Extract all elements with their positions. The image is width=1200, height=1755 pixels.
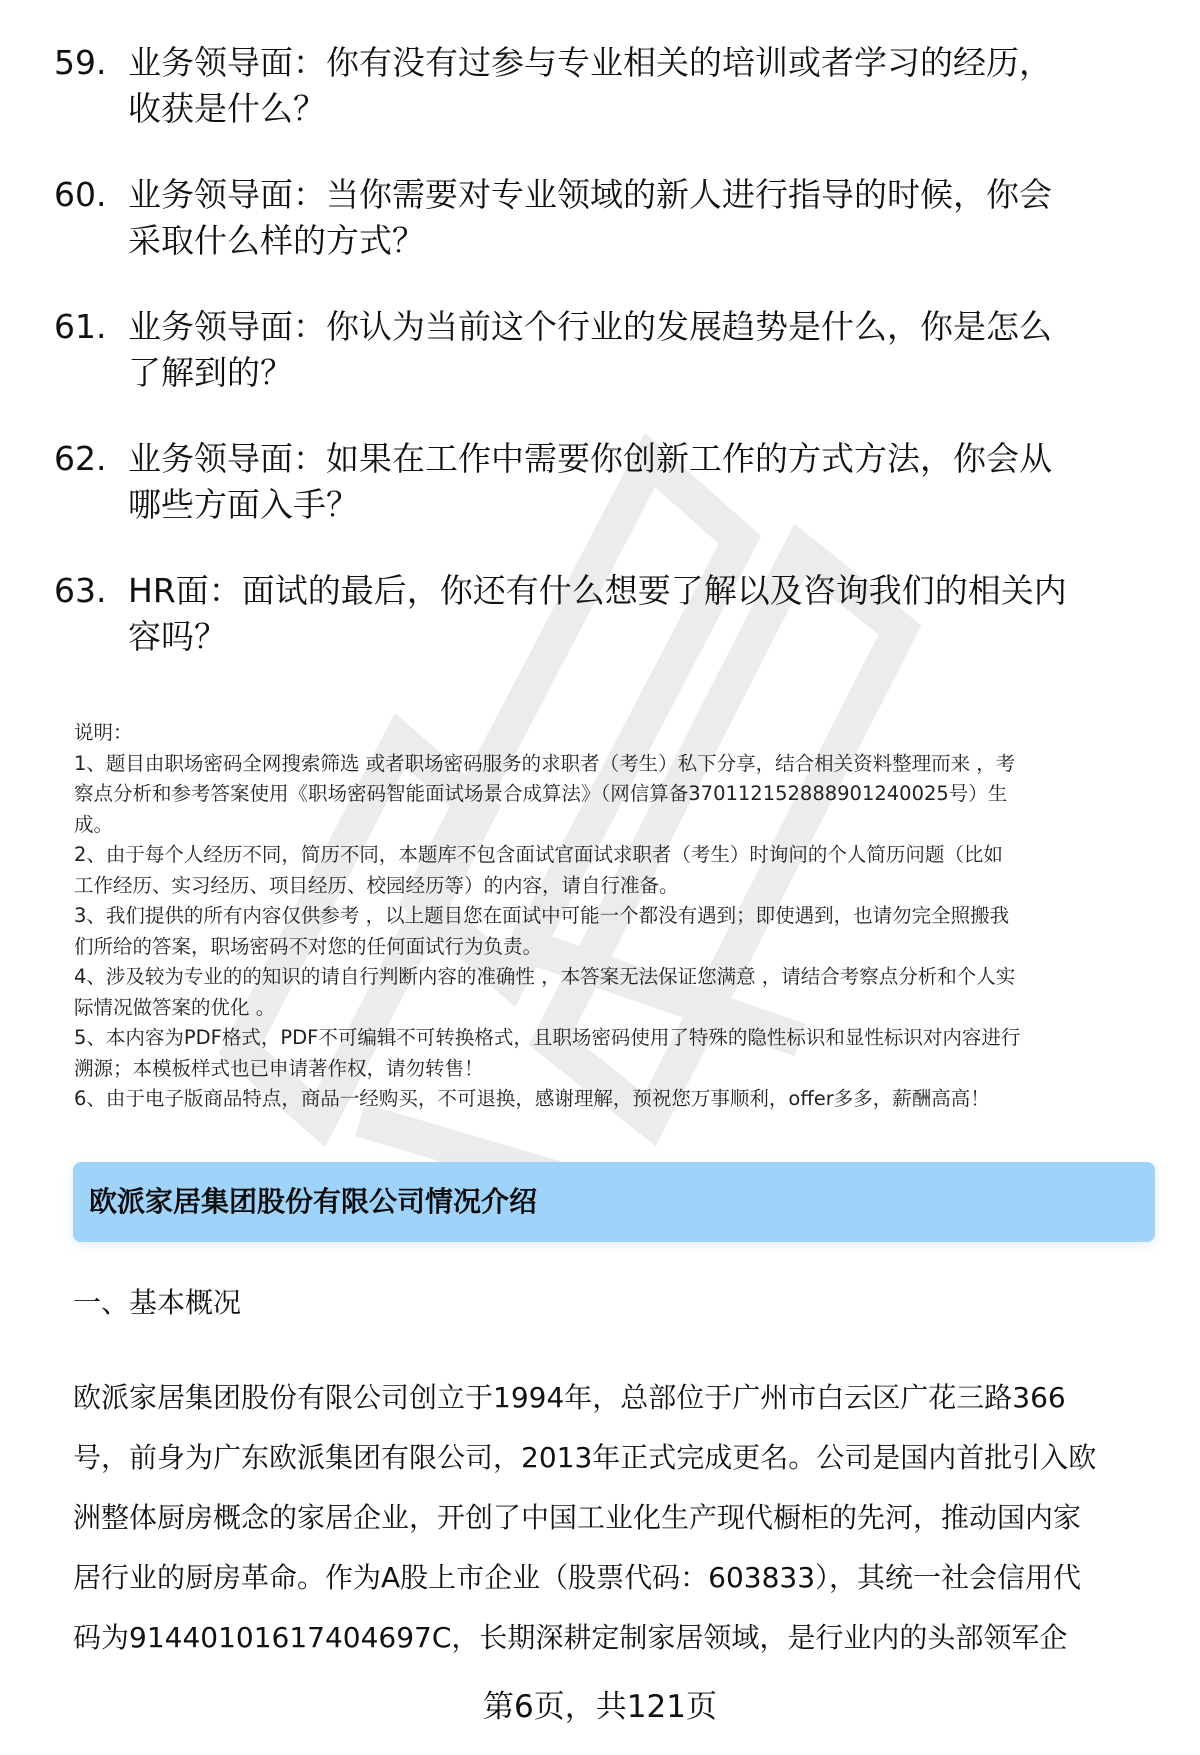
question-text-line: 业务领导面：如果在工作中需要你创新工作的方式方法，你会从 [128,439,1052,478]
notes-line: 察点分析和参考答案使用《职场密码智能面试场景合成算法》（网信算备370112152888901240025号）生 [74,782,1008,805]
notes-line: 5、本内容为PDF格式，PDF不可编辑不可转换格式，且职场密码使用了特殊的隐性标识和显性标识对内容进行 [74,1026,1021,1049]
notes-line: 2、由于每个人经历不同，简历不同，本题库不包含面试官面试求职者（考生）时询问的个人简历问题（比如 [74,843,1003,866]
notes-line: 6、由于电子版商品特点，商品一经购买，不可退换，感谢理解，预祝您万事顺利，offer多多，薪酬高高！ [74,1087,990,1110]
notes-line: 们所给的答案，职场密码不对您的任何面试行为负责。 [74,934,543,958]
question-60 [54,172,1164,264]
section-subheading: 一、基本概况 [73,1286,242,1319]
notes-line: 4、涉及较为专业的的知识的请自行判断内容的准确性 ，本答案无法保证您满意 ，请结合考察点分析和个人实 [74,965,1016,988]
section-title-banner [73,1162,1155,1242]
question-text-line: 业务领导面：你有没有过参与专业相关的培训或者学习的经历， [128,43,1052,82]
disclaimer-notes [74,718,1154,1115]
notes-line: 际情况做答案的优化 。 [74,995,276,1019]
question-number: 62. [54,439,107,478]
question-text-line: HR面：面试的最后，你还有什么想要了解以及咨询我们的相关内 [128,571,1067,610]
question-text-line: 采取什么样的方式？ [128,221,425,260]
notes-line: 1、题目由职场密码全网搜索筛选 或者职场密码服务的求职者（考生）私下分享，结合相关资料整理而来 ，考 [74,751,1016,775]
notes-line: 3、我们提供的所有内容仅供参考 ，以上题目您在面试中可能一个都没有遇到；即使遇到，也请勿完全照搬我 [74,904,1010,927]
question-number: 61. [54,307,107,346]
paragraph-line: 居行业的厨房革命。作为A股上市企业（股票代码：603833），其统一社会信用代 [73,1561,1082,1594]
notes-line: 溯源；本模板样式也已申请著作权，请勿转售！ [74,1056,484,1080]
question-62 [54,436,1164,528]
paragraph-line: 码为91440101617404697C，长期深耕定制家居领域，是行业内的头部领军企 [73,1621,1068,1654]
paragraph-line: 洲整体厨房概念的家居企业，开创了中国工业化生产现代橱柜的先河，推动国内家 [73,1501,1082,1534]
question-number: 63. [54,571,107,610]
question-text-line: 了解到的？ [128,353,293,392]
question-63 [54,568,1164,660]
question-61 [54,304,1164,396]
paragraph-line: 号，前身为广东欧派集团有限公司，2013年正式完成更名。公司是国内首批引入欧 [73,1441,1097,1474]
question-text-line: 业务领导面：你认为当前这个行业的发展趋势是什么，你是怎么 [128,307,1052,346]
company-overview-paragraph [73,1368,1163,1668]
question-text-line: 容吗？ [128,617,227,656]
question-text-line: 业务领导面：当你需要对专业领域的新人进行指导的时候，你会 [128,175,1052,214]
notes-line: 成。 [74,812,114,836]
question-text-line: 收获是什么？ [128,89,326,128]
page-number: 第6页，共121页 [483,1689,717,1725]
notes-line: 工作经历、实习经历、项目经历、校园经历等）的内容，请自行准备。 [74,873,679,897]
notes-heading: 说明： [74,721,133,744]
question-text-line: 哪些方面入手？ [128,485,359,524]
question-number: 60. [54,175,107,214]
paragraph-line: 欧派家居集团股份有限公司创立于1994年，总部位于广州市白云区广花三路366 [73,1381,1066,1414]
question-59 [54,40,1164,132]
section-title: 欧派家居集团股份有限公司情况介绍 [89,1185,538,1218]
question-number: 59. [54,43,107,82]
